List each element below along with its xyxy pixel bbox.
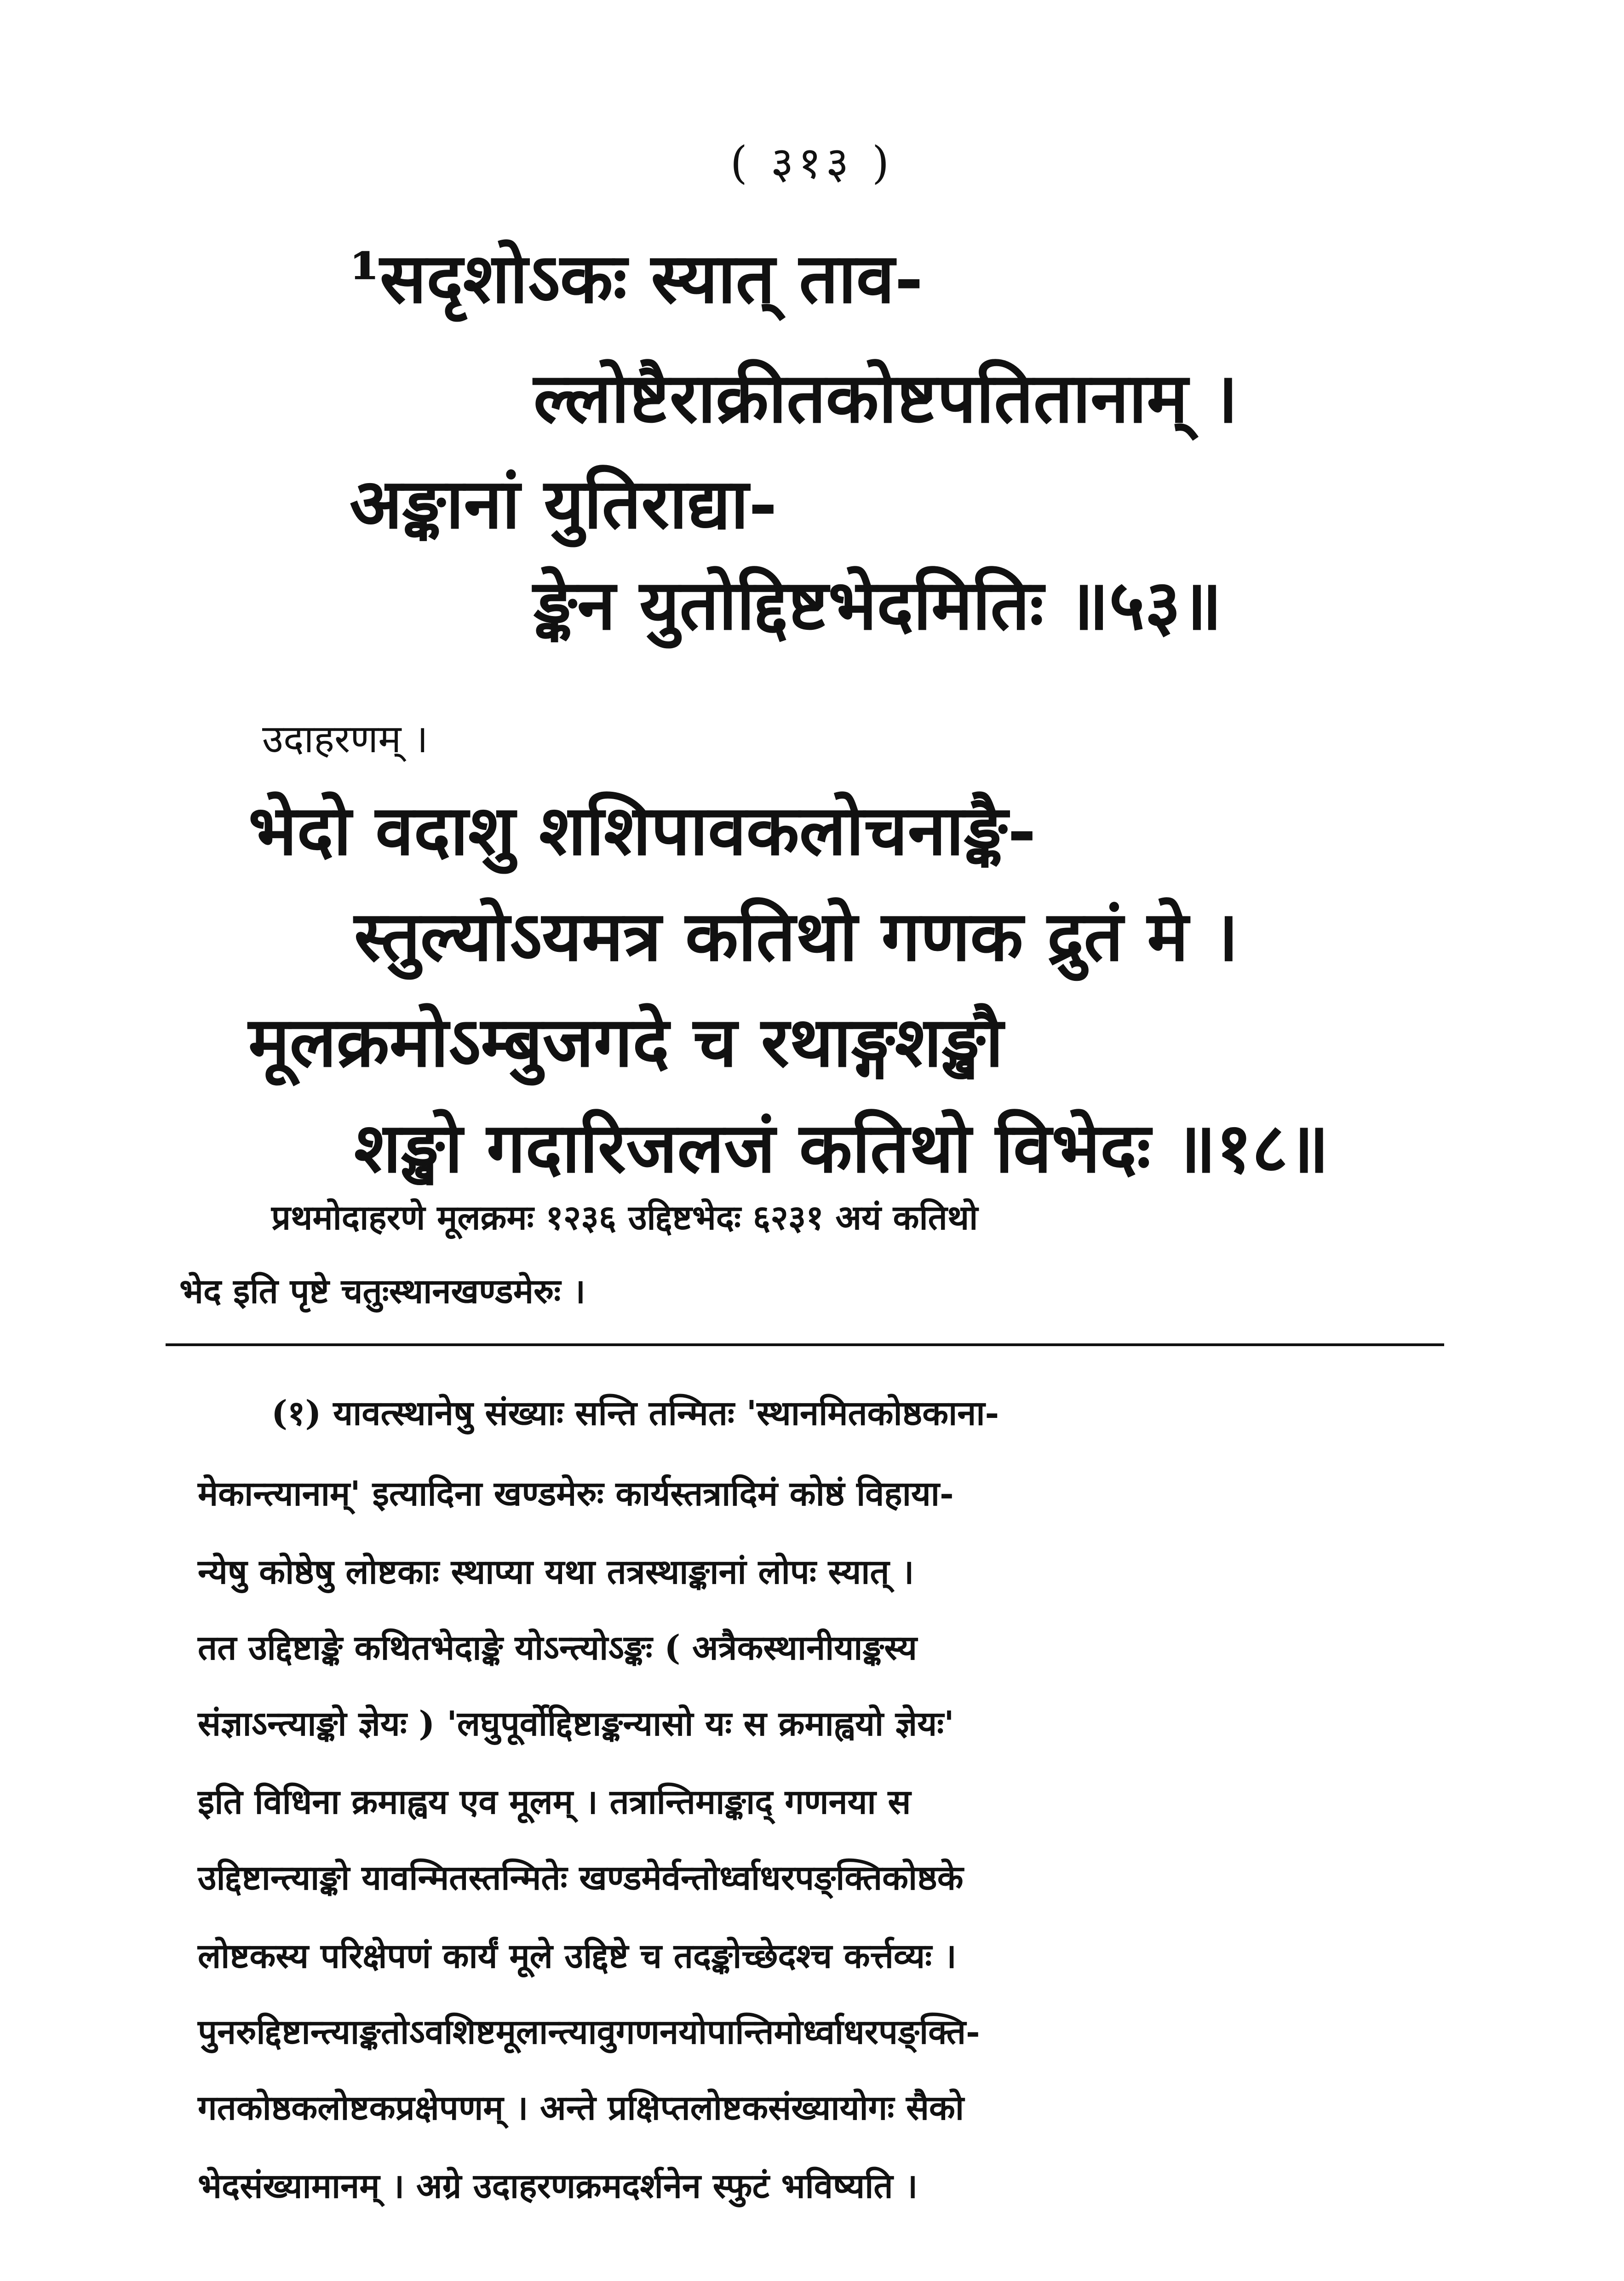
example-heading: उदाहरणम् ।: [262, 716, 428, 761]
verse-line: ल्लोष्टैराक्रीतकोष्टपतितानाम् ।: [534, 357, 1238, 438]
footnote-line: इति विधिना क्रमाह्वय एव मूलम् । तत्रान्तिमाङ्काद् गणनया स: [198, 1782, 911, 1822]
footnote-line: तत उद्दिष्टाङ्के कथितभेदाङ्के योऽन्त्योऽङ्कः ( अत्रैकस्थानीयाङ्कस्य: [198, 1628, 917, 1668]
commentary-line: प्रथमोदाहरणे मूलक्रमः १२३६ उद्दिष्टभेदः ६२३१ अयं कतिथो: [271, 1198, 978, 1238]
example-line: भेदो वदाशु शशिपावकलोचनाङ्कै-: [248, 790, 1036, 871]
footnote-line: भेदसंख्यामानम् । अग्रे उदाहरणक्रमदर्शनेन स्फुटं भविष्यति ।: [198, 2166, 918, 2206]
footnote-line: पुनरुद्दिष्टान्त्याङ्कतोऽवशिष्टमूलान्त्यावुगणनयोपान्तिमोर्ध्वाधरपङ्क्ति-: [198, 2012, 980, 2052]
example-line: स्तुल्योऽयमत्र कतिथो गणक द्रुतं मे ।: [354, 896, 1239, 977]
footnote-line: न्येषु कोष्ठेषु लोष्टकाः स्थाप्या यथा तत्रस्थाङ्कानां लोपः स्यात् ।: [198, 1552, 914, 1592]
verse-line: अङ्कानां युतिराद्या-: [350, 463, 777, 544]
footnote-line: गतकोष्ठकलोष्टकप्रक्षेपणम् । अन्ते प्रक्षिप्तलोष्टकसंख्यायोगः सैको: [198, 2088, 964, 2128]
footnote-line: उद्दिष्टान्त्याङ्को यावन्मितस्तन्मितेः खण्डमेर्वन्तोर्ध्वाधरपङ्क्तिकोष्ठके: [198, 1858, 964, 1898]
verse-line: ¹सदृशोऽकः स्यात् ताव-: [350, 238, 924, 319]
footnote-divider: [166, 1343, 1444, 1346]
footnote-line: (१) यावत्स्थानेषु संख्याः सन्ति तन्मितः 'स्थानमितकोष्ठकाना-: [271, 1394, 999, 1433]
commentary-line: भेद इति पृष्टे चतुःस्थानखण्डमेरुः ।: [179, 1272, 586, 1311]
footnote-line: लोष्टकस्य परिक्षेपणं कार्यं मूले उद्दिष्टे च तदङ्कोच्छेदश्च कर्त्तव्यः ।: [198, 1936, 957, 1976]
example-line: शङ्खो गदारिजलजं कतिथो विभेदः ॥१८॥: [354, 1107, 1329, 1188]
verse-line: ङ्केन युतोद्दिष्टभेदमितिः ॥५३॥: [534, 564, 1222, 645]
footnote-line: संज्ञाऽन्त्याङ्को ज्ञेयः ) 'लघुपूर्वोद्दिष्टाङ्कन्यासो यः स क्रमाह्वयो ज्ञेयः': [198, 1704, 954, 1744]
page-number: ( ३१३ ): [730, 137, 894, 189]
example-line: मूलक्रमोऽम्बुजगदे च रथाङ्गशङ्खौ: [248, 1002, 1004, 1083]
footnote-line: मेकान्त्यानाम्' इत्यादिना खण्डमेरुः कार्यस्तत्रादिमं कोष्ठं विहाया-: [198, 1474, 954, 1514]
